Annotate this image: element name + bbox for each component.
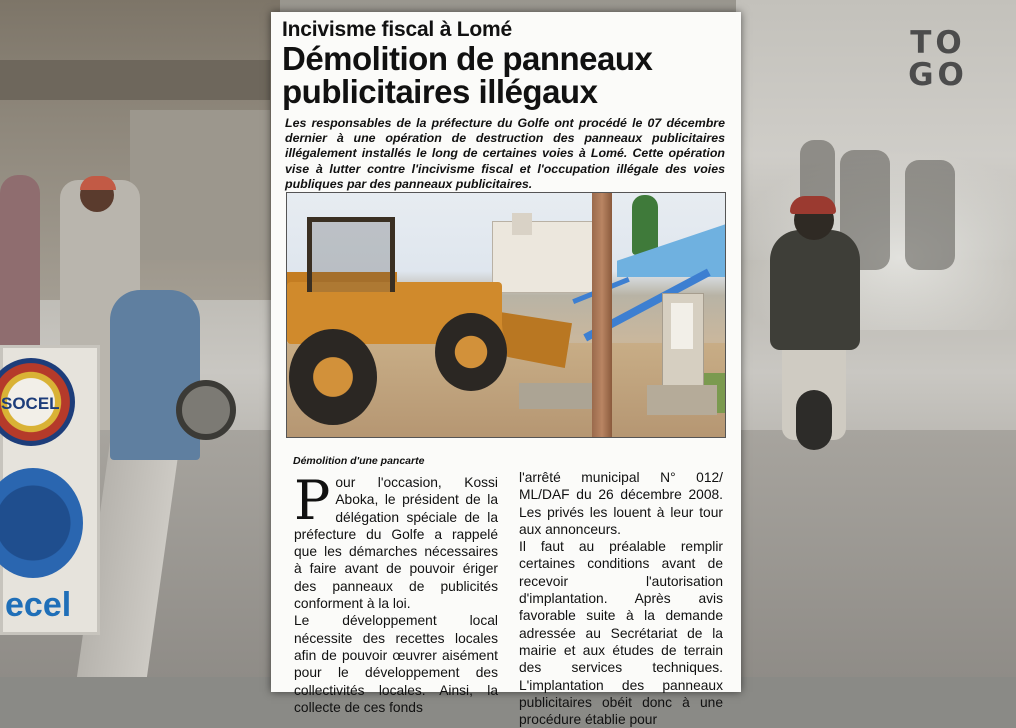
rider-cap xyxy=(790,196,836,214)
article-kicker: Incivisme fiscal à Lomé xyxy=(282,18,513,41)
newspaper-clipping xyxy=(271,12,741,728)
roadside-advert-sign xyxy=(0,345,100,635)
rider-torso xyxy=(770,230,860,350)
drop-cap: P xyxy=(294,469,331,532)
togo-logo xyxy=(906,25,970,94)
column-2-paragraph-2: Il faut au préalable remplir certaines conditions avant de recevoir l'autorisation d'implantation. Après avis favorable suite à la demande adressée au Secrétariat de la mairie et aux études de terrain des services techniques. L'implantation des panneaux publicitaires obéit donc à une procédure établie pour xyxy=(519,539,723,728)
logo-line-2: GO xyxy=(908,57,968,93)
left-shop-front xyxy=(130,110,270,260)
distant-motorbike xyxy=(905,160,955,270)
parked-scooter-wheel xyxy=(176,380,236,440)
person-bending xyxy=(110,290,200,460)
photo-wheel-loader xyxy=(287,217,572,437)
pedestrian-cap xyxy=(80,176,116,190)
sign-logo-disc xyxy=(0,358,75,446)
column-1-paragraph-1 xyxy=(294,469,498,612)
column-1-text-1: our l'occasion, Kossi Aboka, le président de la délégation spéciale de la préfecture du Golfe a rappelé que les démarches nécessaires à faire avant de pouvoir ériger des panneaux de publicités conforment à la loi. xyxy=(294,475,498,612)
article-column-1 xyxy=(294,469,498,716)
loader-front-wheel xyxy=(435,313,507,391)
article-column-2 xyxy=(519,469,723,728)
loader-cab xyxy=(307,217,395,292)
sign-word-text: ecel xyxy=(5,586,72,624)
photo-tree xyxy=(632,195,658,255)
article-lead: Les responsables de la préfecture du Golfe ont procédé le 07 décembre dernier à une opération de destruction des panneaux publicitaires illégalement installés le long de certaines voies à Lomé. Cette opération vise à lutter contre l'incivisme fiscal et l'occupation illégale des voies publiques par des panneaux publicitaires. xyxy=(285,116,725,191)
photo-posted-notice xyxy=(671,303,693,349)
column-2-paragraph-1: l'arrêté municipal N° 012/ ML/DAF du 26 décembre 2008. Les privés les louent à leur tour aux annonceurs. xyxy=(519,470,723,537)
sign-blue-disc xyxy=(0,468,83,578)
photo-caption: Démolition d'une pancarte xyxy=(293,455,425,467)
loader-rear-wheel xyxy=(289,329,377,425)
left-shop-awning xyxy=(0,60,270,100)
scooter-front-wheel xyxy=(796,390,832,450)
loader-bucket xyxy=(500,312,572,368)
column-1-paragraph-2: Le développement local nécessite des recettes locales afin de pouvoir œuvrer aisément pour le développement des collectivités locales. Ainsi, la collecte de ces fonds xyxy=(294,613,498,715)
logo-line-1: TO xyxy=(910,25,966,61)
sign-brand-text: SOCEL xyxy=(1,394,60,413)
photo-wooden-pole xyxy=(592,193,612,438)
photo-post-base xyxy=(647,385,717,415)
article-photo xyxy=(286,192,726,438)
article-headline: Démolition de panneaux publicitaires illégaux xyxy=(282,40,653,110)
motorbike-rider xyxy=(760,200,870,450)
